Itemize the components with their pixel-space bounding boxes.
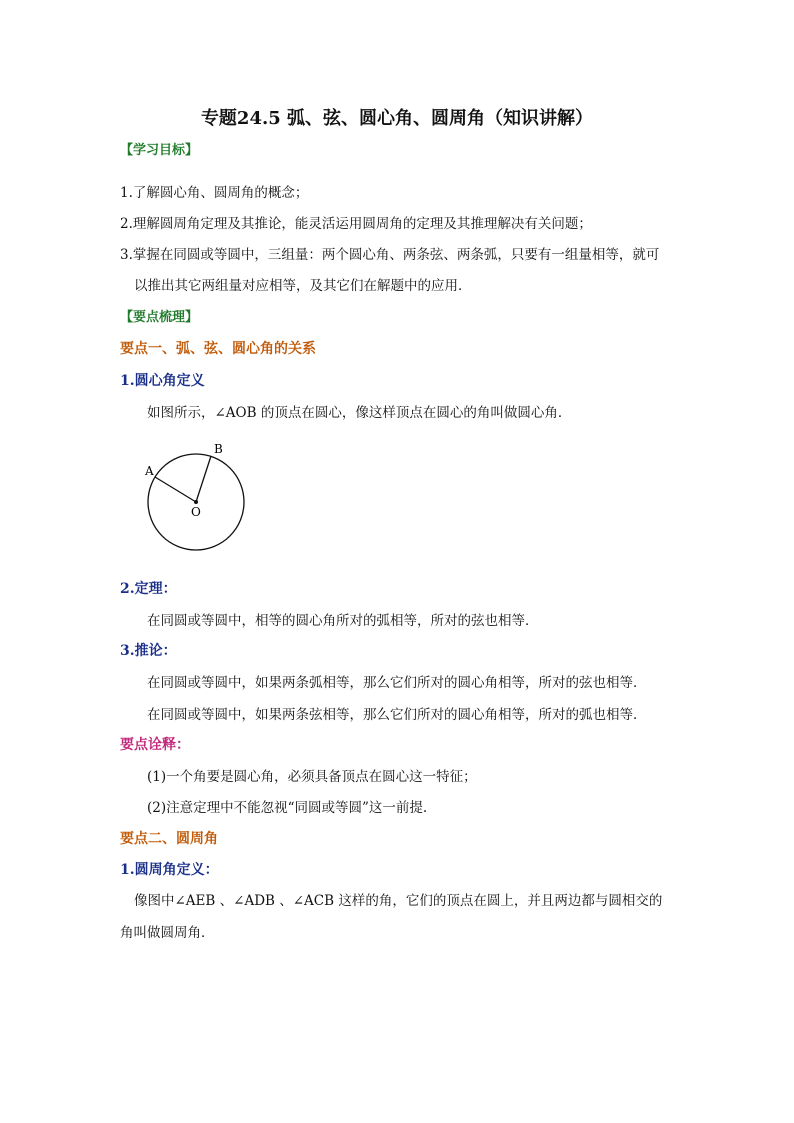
label-b: B [214,442,223,456]
objective-item-2: 2.理解圆周角定理及其推论，能灵活运用圆周角的定理及其推理解决有关问题； [120,216,592,232]
center-point [194,500,198,504]
label-a: A [145,464,154,478]
theorem-text: 在同圆或等圆中，相等的圆心角所对的弧相等，所对的弦也相等． [147,613,539,629]
inscribed-angle-def-line-2: 角叫做圆周角． [120,925,215,941]
objective-item-1: 1.了解圆心角、圆周角的概念； [120,185,309,201]
note-item-2: (2)注意定理中不能忽视“同圆或等圆”这一前提. [147,800,428,816]
objective-item-3-cont: 以推出其它两组量对应相等，及其它们在解题中的应用． [134,278,472,294]
corollary-item-2: 在同圆或等圆中，如果两条弦相等，那么它们所对的圆心角相等，所对的弧也相等． [147,707,647,723]
radius-ob [196,456,211,502]
central-angle-figure [138,436,258,556]
central-angle-def-text: 如图所示，∠AOB 的顶点在圆心，像这样顶点在圆心的角叫做圆心角． [147,405,572,421]
point2-heading: 要点二、圆周角 [120,831,218,847]
theorem-heading: 2.定理： [120,581,177,597]
note-item-1: (1)一个角要是圆心角，必须具备顶点在圆心这一特征； [147,769,477,785]
corollary-item-1: 在同圆或等圆中，如果两条弧相等，那么它们所对的圆心角相等，所对的弦也相等． [147,675,647,691]
point1-heading: 要点一、弧、弦、圆心角的关系 [120,341,316,357]
radius-oa [155,477,196,502]
inscribed-angle-def-heading: 1.圆周角定义： [120,862,219,878]
corollary-heading: 3.推论： [120,643,177,659]
objective-item-3: 3.掌握在同圆或等圆中，三组量：两个圆心角、两条弦、两条弧，只要有一组量相等，就可 [120,247,660,263]
page-title: 专题24.5 弧、弦、圆心角、圆周角（知识讲解） [200,108,594,129]
central-angle-def-heading: 1.圆心角定义 [120,373,205,389]
note-heading: 要点诠释： [120,737,190,753]
key-points-tag: 【要点梳理】 [120,310,199,325]
objectives-tag: 【学习目标】 [120,143,199,158]
label-o: O [191,505,201,519]
inscribed-angle-def-line-1: 像图中∠AEB 、∠ADB 、∠ACB 这样的角，它们的顶点在圆上，并且两边都与圆相交的 [134,893,663,909]
